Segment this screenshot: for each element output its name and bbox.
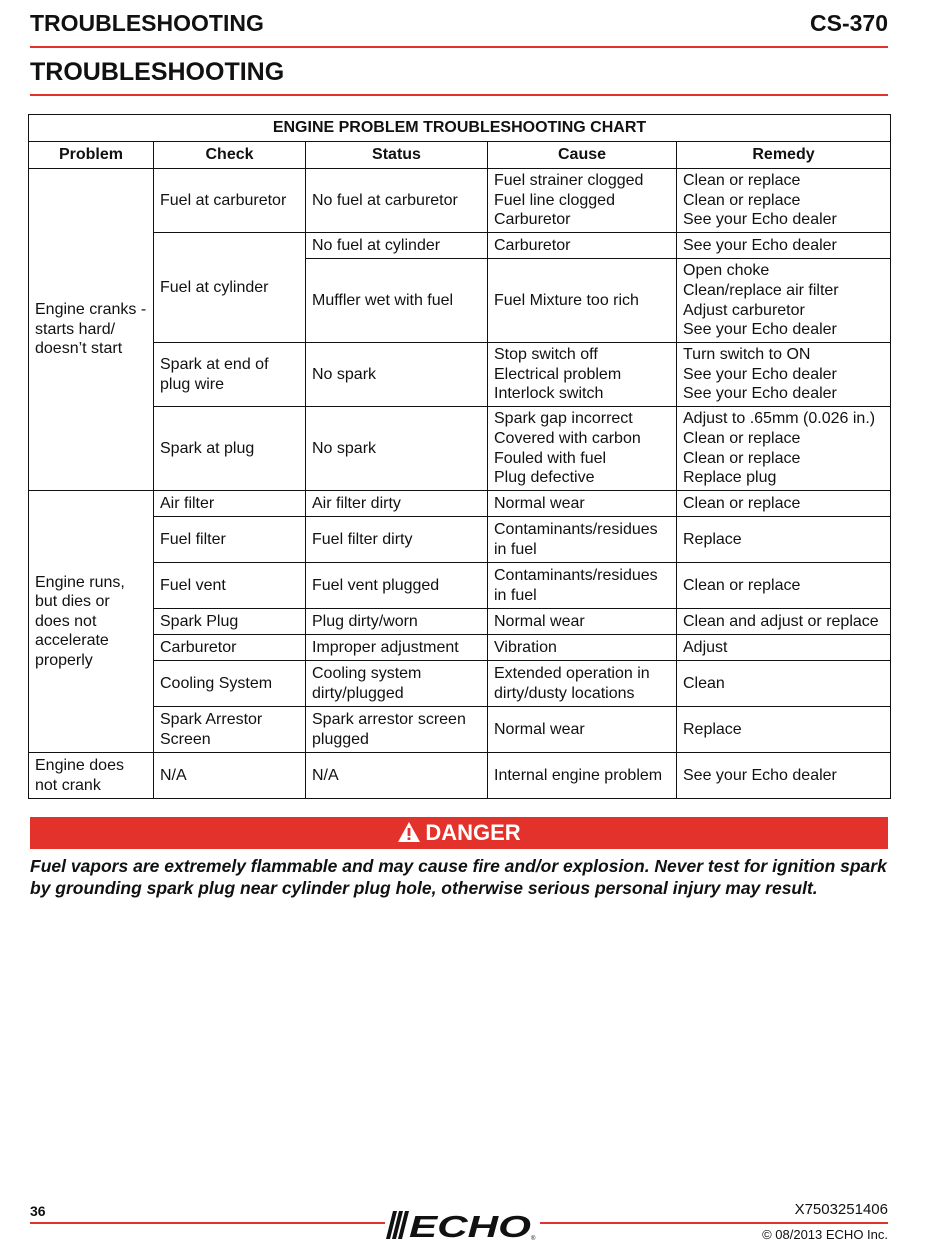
table-row — [29, 491, 891, 517]
check-cell: Carburetor — [154, 635, 306, 661]
remedy-cell: See your Echo dealer — [677, 753, 891, 799]
status-cell: No spark — [306, 407, 488, 491]
remedy-cell: Open choke Clean/replace air filter Adjust carburetor See your Echo dealer — [677, 259, 891, 343]
running-header — [30, 10, 888, 48]
table-row — [29, 169, 891, 233]
status-cell: Spark arrestor screen plugged — [306, 707, 488, 753]
cause-cell: Contaminants/residues in fuel — [488, 563, 677, 609]
problem-cell: Engine does not crank — [29, 753, 154, 799]
svg-text:ECHO: ECHO — [409, 1209, 531, 1243]
footer-rule-right — [540, 1222, 888, 1224]
status-cell: Cooling system dirty/plugged — [306, 661, 488, 707]
check-cell: Fuel filter — [154, 517, 306, 563]
danger-warning-text: Fuel vapors are extremely flammable and may cause fire and/or explosion. Never test for ignition spark by grounding spark plug near cylinder plug hole, otherwise serious personal injury may result. — [30, 856, 887, 898]
remedy-cell: Clean — [677, 661, 891, 707]
check-cell: Fuel at carburetor — [154, 169, 306, 233]
echo-logo — [385, 1207, 537, 1243]
status-cell: N/A — [306, 753, 488, 799]
table-row — [29, 609, 891, 635]
check-cell: Fuel at cylinder — [154, 233, 306, 343]
check-cell: Spark Plug — [154, 609, 306, 635]
check-cell: Spark at end of plug wire — [154, 343, 306, 407]
copyright: © 08/2013 ECHO Inc. — [762, 1227, 888, 1242]
danger-banner — [30, 817, 888, 849]
status-cell: Plug dirty/worn — [306, 609, 488, 635]
cause-cell: Internal engine problem — [488, 753, 677, 799]
remedy-cell: Replace — [677, 707, 891, 753]
table-row — [29, 233, 891, 259]
status-cell: Improper adjustment — [306, 635, 488, 661]
check-cell: Cooling System — [154, 661, 306, 707]
cause-cell: Fuel strainer clogged Fuel line clogged Carburetor — [488, 169, 677, 233]
table-row — [29, 661, 891, 707]
column-header: Check — [154, 142, 306, 169]
remedy-cell: See your Echo dealer — [677, 233, 891, 259]
problem-cell: Engine cranks - starts hard/ doesn’t start — [29, 169, 154, 491]
remedy-cell: Clean or replace — [677, 563, 891, 609]
status-cell: Fuel filter dirty — [306, 517, 488, 563]
cause-cell: Contaminants/residues in fuel — [488, 517, 677, 563]
table-row — [29, 407, 891, 491]
remedy-cell: Clean and adjust or replace — [677, 609, 891, 635]
column-header: Problem — [29, 142, 154, 169]
check-cell: Fuel vent — [154, 563, 306, 609]
remedy-cell: Clean or replace — [677, 491, 891, 517]
remedy-cell: Clean or replace Clean or replace See your Echo dealer — [677, 169, 891, 233]
table-title: ENGINE PROBLEM TROUBLESHOOTING CHART — [29, 115, 891, 142]
cause-cell: Fuel Mixture too rich — [488, 259, 677, 343]
table-row — [29, 343, 891, 407]
cause-cell: Spark gap incorrect Covered with carbon Fouled with fuel Plug defective — [488, 407, 677, 491]
cause-cell: Stop switch off Electrical problem Interlock switch — [488, 343, 677, 407]
remedy-cell: Adjust — [677, 635, 891, 661]
table-row — [29, 707, 891, 753]
cause-cell: Vibration — [488, 635, 677, 661]
page-title: TROUBLESHOOTING — [30, 58, 888, 96]
status-cell: Muffler wet with fuel — [306, 259, 488, 343]
status-cell: No fuel at carburetor — [306, 169, 488, 233]
cause-cell: Normal wear — [488, 491, 677, 517]
troubleshooting-table — [28, 114, 891, 799]
header-section-title: TROUBLESHOOTING — [30, 10, 264, 36]
table-row — [29, 635, 891, 661]
header-model: CS-370 — [810, 10, 888, 36]
footer-rule-left — [30, 1222, 385, 1224]
check-cell: Spark Arrestor Screen — [154, 707, 306, 753]
danger-label: DANGER — [425, 820, 521, 845]
page-number: 36 — [30, 1203, 46, 1219]
column-header: Status — [306, 142, 488, 169]
cause-cell: Extended operation in dirty/dusty locations — [488, 661, 677, 707]
table-row — [29, 517, 891, 563]
part-number: X7503251406 — [794, 1201, 888, 1218]
check-cell: Air filter — [154, 491, 306, 517]
remedy-cell: Turn switch to ON See your Echo dealer See your Echo dealer — [677, 343, 891, 407]
problem-cell: Engine runs, but dies or does not accelerate properly — [29, 491, 154, 753]
cause-cell: Carburetor — [488, 233, 677, 259]
svg-text:®: ® — [531, 1236, 536, 1242]
check-cell: N/A — [154, 753, 306, 799]
check-cell: Spark at plug — [154, 407, 306, 491]
status-cell: No fuel at cylinder — [306, 233, 488, 259]
table-header-row — [29, 142, 891, 169]
cause-cell: Normal wear — [488, 707, 677, 753]
remedy-cell: Replace — [677, 517, 891, 563]
status-cell: Air filter dirty — [306, 491, 488, 517]
remedy-cell: Adjust to .65mm (0.026 in.) Clean or replace Clean or replace Replace plug — [677, 407, 891, 491]
status-cell: Fuel vent plugged — [306, 563, 488, 609]
column-header: Remedy — [677, 142, 891, 169]
cause-cell: Normal wear — [488, 609, 677, 635]
table-row — [29, 753, 891, 799]
status-cell: No spark — [306, 343, 488, 407]
column-header: Cause — [488, 142, 677, 169]
table-row — [29, 563, 891, 609]
warning-triangle-icon — [397, 821, 421, 843]
